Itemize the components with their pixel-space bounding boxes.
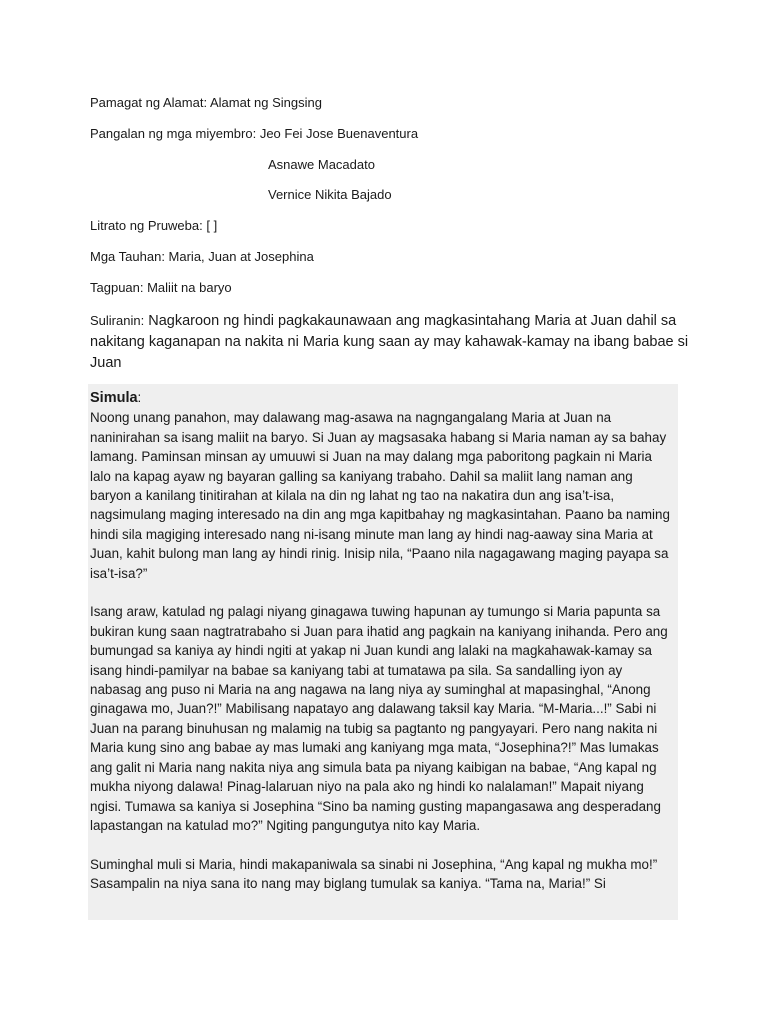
- setting-line: Tagpuan: Maliit na baryo: [90, 280, 232, 295]
- member-name: Asnawe Macadato: [268, 157, 375, 172]
- photo-line: Litrato ng Pruweba: [ ]: [90, 218, 218, 233]
- problem-label: Suliranin:: [90, 313, 145, 328]
- characters-line: Mga Tauhan: Maria, Juan at Josephina: [90, 249, 314, 264]
- problem-block: [90, 310, 690, 374]
- title-line: Pamagat ng Alamat: Alamat ng Singsing: [90, 95, 322, 110]
- members-line: Pangalan ng mga miyembro: Jeo Fei Jose Buenaventura: [90, 126, 419, 141]
- member-name: Vernice Nikita Bajado: [268, 187, 392, 202]
- story-paragraph: Isang araw, katulad ng palagi niyang ginagawa tuwing hapunan ay tumungo si Maria papunta sa bukiran kung saan nagtratrabaho si Juan para ihatid ang pagkain na kaniyang inihanda. Pero ang bumungad sa kaniya ay hindi ngiti at yakap ni Juan kundi ang lalaki na magkahawak-kamay sa isang hindi-pamilyar na babae sa kaniyang tabi at tumatawa pa sila. Sa sandalling iyon ay nabasag ang puso ni Maria na ang nagawa na lang niya ay suminghal at mapasinghal, “Anong ginagawa mo, Juan?!” Mabilisang napatayo ang dalawang taksil kay Maria. “M-Maria...!” Sabi ni Juan na parang binuhusan ng malamig na tubig sa pagtanto ng pangyayari. Pero nang nakita ni Maria kung sino ang babae ay mas lumaki ang kaniyang mga mata, “Josephina?!” Mas lumakas ang galit ni Maria nang nakita niya ang simula bata pa niyang kaibigan na babae, “Ang kapal ng mukha niyong dalawa! Pinag-lalaruan niyo na pala ako ng hindi ko nalalaman!” Mapait niyang ngisi. Tumawa sa kaniya si Josephina “Sino ba naming gusting mapangasawa ang desperadang lapastangan na katulad mo?” Ngiting pangungutya nito kay Maria.: [90, 604, 668, 833]
- story-paragraph: Noong unang panahon, may dalawang mag-asawa na nagngangalang Maria at Juan na naninirahan sa isang maliit na baryo. Si Juan ay magsasaka habang si Maria naman ay sa bahay lamang. Paminsan minsan ay umuuwi si Juan na may dalang mga paboritong pagkain ni Maria lalo na kapag ayaw ng bayaran galling sa kaniyang trabaho. Dahil sa maliit lang naman ang baryon a kanilang tinitirahan at kilala na din ng lahat ng tao na nakatira dun ang isa’t-isa, nagsimulang maging interesado na din ang mga kapitbahay ng magkasintahan. Paano ba naming hindi sila magiging interesado nang ni-isang minute man lang ay hindi nag-aaway sina Maria at Juan, kahit bulong man lang ay hindi rinig. Inisip nila, “Paano nila nagagawang maging payapa sa isa’t-isa?”: [90, 410, 670, 581]
- story-paragraph: Suminghal muli si Maria, hindi makapaniwala sa sinabi ni Josephina, “Ang kapal ng mukha mo!” Sasampalin na niya sana ito nang may biglang tumulak sa kaniya. “Tama na, Maria!” Si: [90, 856, 658, 892]
- story-section: Simula: Noong unang panahon, may dalawang mag-asawa na nagngangalang Maria at Juan na naninirahan sa isang maliit na baryo. Si Juan ay magsasaka habang si Maria naman ay sa bahay lamang. Paminsan minsan ay umuuwi si Juan na may dalang mga paboritong pagkain ni Maria lalo na kapag ayaw ng bayaran galling sa kaniyang trabaho. Dahil sa maliit lang naman ang baryon a kanilang tinitirahan at kilala na din ng lahat ng tao na nakatira dun ang isa’t-isa, nagsimulang maging interesado na din ang mga kapitbahay ng magkasintahan. Paano ba naming hindi sila magiging interesado nang ni-isang minute man lang ay hindi nag-aaway sina Maria at Juan, kahit bulong man lang ay hindi rinig. Inisip nila, “Paano nila nagagawang maging payapa sa isa’t-isa?” Isang araw, katulad ng palagi niyang ginagawa tuwing hapunan ay tumungo si Maria papunta sa bukiran kung saan nagtratrabaho si Juan para ihatid ang pagkain na kaniyang inihanda. Pero ang bumungad sa kaniya ay hindi ngiti at yakap ni Juan kundi ang lalaki na magkahawak-kamay sa isang hindi-pamilyar na babae sa kaniyang tabi at tumatawa pa sila. Sa sandalling iyon ay nabasag ang puso ni Maria na ang nagawa na lang niya ay suminghal at mapasinghal, “Anong ginagawa mo, Juan?!” Mabilisang napatayo ang dalawang taksil kay Maria. “M-Maria...!” Sabi ni Juan na parang binuhusan ng malamig na tubig sa pagtanto ng pangyayari. Pero nang nakita ni Maria kung sino ang babae ay mas lumaki ang kaniyang mga mata, “Josephina?!” Mas lumakas ang galit ni Maria nang nakita niya ang simula bata pa niyang kaibigan na babae, “Ang kapal ng mukha niyong dalawa! Pinag-lalaruan niyo na pala ako ng hindi ko nalalaman!” Mapait niyang ngisi. Tumawa sa kaniya si Josephina “Sino ba naming gusting mapangasawa ang desperadang lapastangan na katulad mo?” Ngiting pangungutya nito kay Maria. Suminghal muli si Maria, hindi makapaniwala sa sinabi ni Josephina, “Ang kapal ng mukha mo!” Sasampalin na niya sana ito nang may biglang tumulak sa kaniya. “Tama na, Maria!” Si: [88, 384, 678, 920]
- problem-text: Nagkaroon ng hindi pagkakaunawaan ang magkasintahang Maria at Juan dahil sa nakitang kaganapan na nakita ni Maria kung saan ay may kahawak-kamay na ibang babae si Juan: [90, 313, 689, 371]
- section-heading: Simula: [90, 390, 138, 406]
